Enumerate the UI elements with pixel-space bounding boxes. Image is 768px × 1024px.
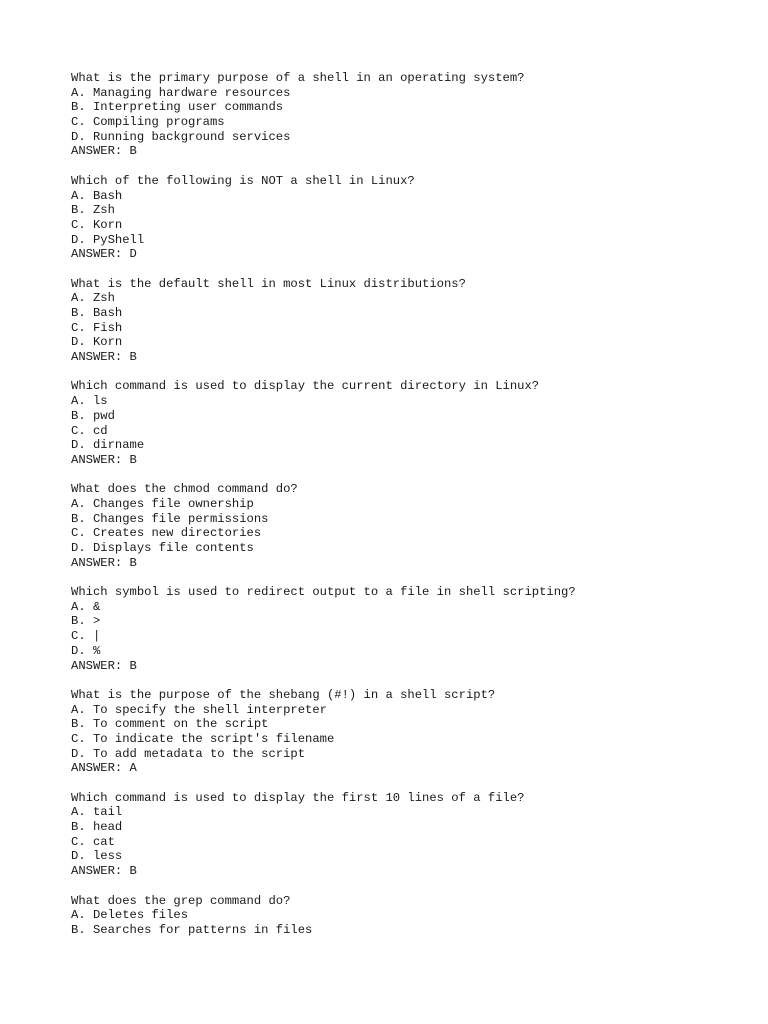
answer-key: ANSWER: B [71, 555, 137, 570]
question-text: What does the chmod command do? [71, 482, 298, 497]
question-text: What is the primary purpose of a shell in an operating system? [71, 71, 525, 85]
answer-option: B. > [71, 614, 101, 629]
answer-option: C. Compiling programs [71, 115, 225, 130]
answer-option: B. Searches for patterns in files [71, 922, 313, 937]
answer-option: C. Korn [71, 217, 123, 232]
question-text: Which command is used to display the current directory in Linux? [71, 379, 540, 394]
answer-option: B. To comment on the script [71, 717, 269, 732]
answer-option: C. cat [71, 834, 115, 849]
question-text: What is the purpose of the shebang (#!) in a shell script? [71, 687, 496, 702]
answer-option: C. Fish [71, 320, 123, 335]
question-text: What does the grep command do? [71, 893, 291, 908]
question-block [71, 585, 731, 673]
answer-option: D. Running background services [71, 129, 291, 144]
answer-option: C. To indicate the script's filename [71, 731, 335, 746]
question-block [71, 174, 731, 262]
question-block [71, 791, 731, 879]
answer-option: D. To add metadata to the script [71, 746, 306, 761]
answer-key: ANSWER: B [71, 658, 137, 673]
answer-option: D. less [71, 849, 123, 864]
answer-option: B. head [71, 820, 123, 835]
answer-option: B. Interpreting user commands [71, 100, 284, 115]
question-text: Which command is used to display the first 10 lines of a file? [71, 790, 525, 805]
answer-option: A. Managing hardware resources [71, 85, 291, 100]
answer-option: D. Displays file contents [71, 541, 254, 555]
answer-option: B. Bash [71, 306, 123, 320]
answer-key: ANSWER: B [71, 144, 137, 159]
answer-option: A. Changes file ownership [71, 496, 254, 511]
answer-option: D. dirname [71, 438, 145, 453]
answer-option: A. & [71, 599, 101, 614]
answer-option: A. tail [71, 805, 123, 820]
answer-option: B. Zsh [71, 203, 115, 218]
answer-key: ANSWER: D [71, 247, 137, 262]
quiz-document [71, 71, 731, 952]
question-block [71, 277, 731, 365]
answer-option: A. Deletes files [71, 908, 189, 923]
answer-option: A. Zsh [71, 291, 115, 306]
answer-option: A. Bash [71, 188, 123, 203]
question-block [71, 379, 731, 467]
answer-option: C. | [71, 629, 101, 644]
answer-key: ANSWER: B [71, 350, 137, 365]
answer-key: ANSWER: B [71, 864, 137, 879]
answer-option: D. % [71, 643, 101, 658]
question-block [71, 894, 731, 938]
answer-option: C. Creates new directories [71, 526, 262, 541]
answer-option: D. Korn [71, 335, 123, 350]
answer-option: B. pwd [71, 408, 115, 423]
question-text: Which symbol is used to redirect output to a file in shell scripting? [71, 585, 576, 600]
question-block [71, 71, 731, 159]
question-text: What is the default shell in most Linux distributions? [71, 276, 466, 291]
answer-option: B. Changes file permissions [71, 511, 269, 526]
answer-key: ANSWER: B [71, 452, 137, 467]
question-block [71, 482, 731, 570]
answer-key: ANSWER: A [71, 761, 137, 776]
answer-option: C. cd [71, 423, 108, 438]
answer-option: A. To specify the shell interpreter [71, 702, 327, 717]
question-text: Which of the following is NOT a shell in Linux? [71, 173, 415, 188]
answer-option: A. ls [71, 394, 108, 409]
question-block [71, 688, 731, 776]
answer-option: D. PyShell [71, 232, 145, 247]
